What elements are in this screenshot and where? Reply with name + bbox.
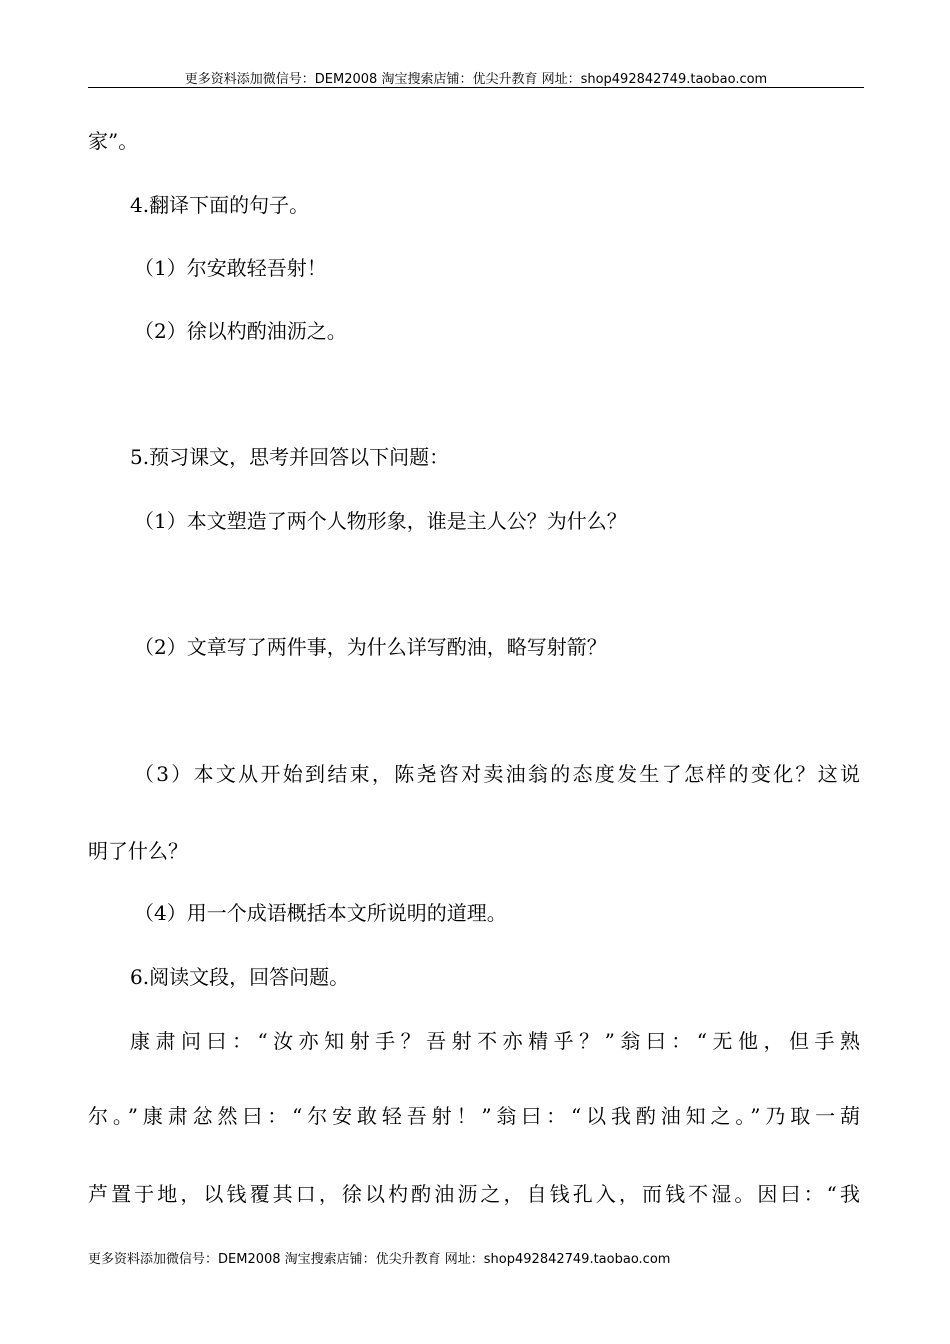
question-6-title: 6.阅读文段，回答问题。 <box>130 965 350 989</box>
question-5-item-3: （3）本文从开始到结束，陈尧咨对卖油翁的态度发生了怎样的变化？这说 <box>134 762 860 786</box>
continuation-text: 家”。 <box>88 129 139 153</box>
page-header: 更多资料添加微信号：DEM2008 淘宝搜索店铺：优尖升教育 网址：shop492842749.taobao.com <box>184 72 768 87</box>
question-4-title: 4.翻译下面的句子。 <box>130 193 310 217</box>
question-5-item-4: （4）用一个成语概括本文所说明的道理。 <box>134 901 507 925</box>
header-rule <box>88 87 864 88</box>
question-4-item-2: （2）徐以杓酌油沥之。 <box>134 319 347 343</box>
passage-line-1: 康肃问曰：“汝亦知射手？吾射不亦精乎？”翁曰：“无他，但手熟 <box>130 1029 860 1053</box>
passage-line-2: 尔。”康肃忿然曰：“尔安敢轻吾射！”翁曰：“以我酌油知之。”乃取一葫 <box>88 1104 860 1128</box>
question-5-item-2: （2）文章写了两件事，为什么详写酌油，略写射箭？ <box>134 635 607 659</box>
passage-line-3: 芦置于地，以钱覆其口，徐以杓酌油沥之，自钱孔入，而钱不湿。因曰：“我 <box>88 1182 860 1206</box>
question-5-item-3-cont: 明了什么？ <box>88 839 188 863</box>
question-4-item-1: （1）尔安敢轻吾射！ <box>134 256 327 280</box>
question-5-item-1: （1）本文塑造了两个人物形象，谁是主人公？为什么？ <box>134 509 627 533</box>
question-5-title: 5.预习课文，思考并回答以下问题： <box>130 445 450 469</box>
page-footer: 更多资料添加微信号：DEM2008 淘宝搜索店铺：优尖升教育 网址：shop492842749.taobao.com <box>88 1252 671 1267</box>
